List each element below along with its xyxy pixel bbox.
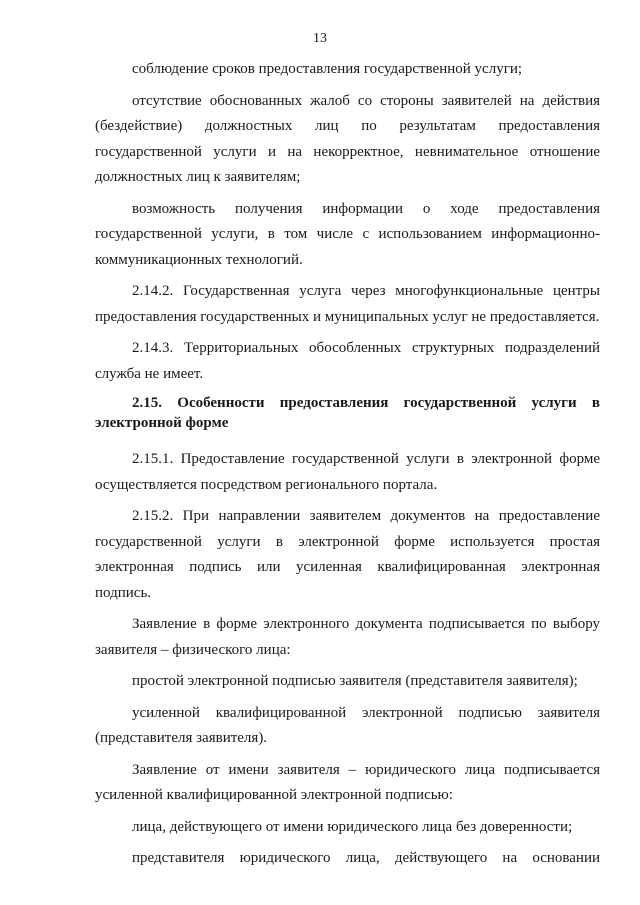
paragraph-deadlines: соблюдение сроков предоставления государственной услуги; xyxy=(132,61,523,77)
paragraph-representative: представителя юридического лица, действующего на основании xyxy=(132,850,600,866)
document-body xyxy=(95,57,600,872)
paragraph-2-14-3: 2.14.3. Территориальных обособленных структурных подразделений служба не имеет. xyxy=(95,340,600,382)
paragraph-without-proxy: лица, действующего от имени юридического лица без доверенности; xyxy=(132,818,573,835)
page-number: 13 xyxy=(313,31,327,46)
paragraph-2-15-2: 2.15.2. При направлении заявителем документов на предоставление государственной услуги в электронной форме используется простая электронная подпись или усиленная квалифицированная электронная подпись. xyxy=(95,508,600,601)
paragraph-2-15-1: 2.15.1. Предоставление государственной услуги в электронной форме осуществляется посредством регионального портала. xyxy=(95,451,600,493)
paragraph-legal-entity: Заявление от имени заявителя – юридического лица подписывается усиленной квалифицированной электронной подписью: xyxy=(95,761,600,803)
paragraph-no-complaints: отсутствие обоснованных жалоб со стороны заявителей на действия (бездействие) должностных лиц по результатам предоставления государственной услуги и на некорректное, невнимательное отношение должностных лиц к заявителям; xyxy=(95,92,600,185)
paragraph-qualified-signature: усиленной квалифицированной электронной подписью заявителя (представителя заявителя). xyxy=(95,704,600,746)
paragraph-simple-signature: простой электронной подписью заявителя (представителя заявителя); xyxy=(132,673,578,689)
section-heading-2-15: 2.15. Особенности предоставления государственной услуги в электронной форме xyxy=(95,395,600,431)
paragraph-info-possibility: возможность получения информации о ходе предоставления государственной услуги, в том числе с использованием информационно-коммуникационных технологий. xyxy=(95,200,600,268)
paragraph-2-14-2: 2.14.2. Государственная услуга через многофункциональные центры предоставления государственных и муниципальных услуг не предоставляется. xyxy=(95,283,600,325)
paragraph-individual-signature: Заявление в форме электронного документа подписывается по выбору заявителя – физического лица: xyxy=(95,616,600,658)
